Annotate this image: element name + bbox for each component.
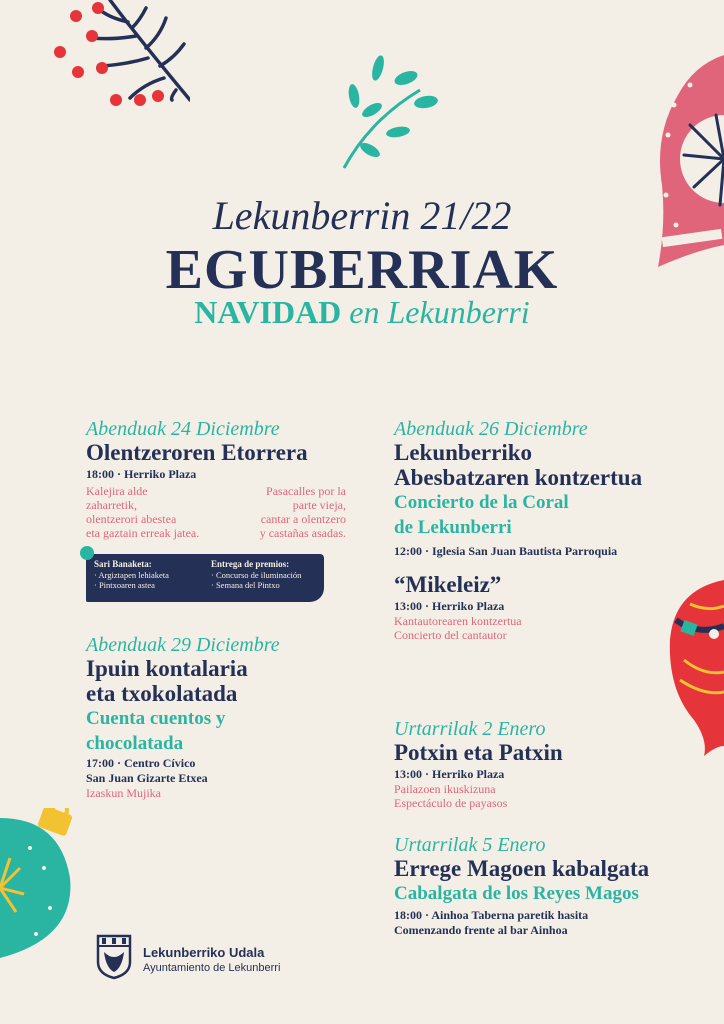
prize-item: · Semana del Pintxo [211,580,280,590]
desc-line: cantar a olentzero [260,512,346,526]
desc-line: parte vieja, [292,498,346,512]
org-name: Lekunberriko Udala [143,945,265,960]
event-sub-2: de Lekunberri [394,517,512,538]
event-time: 13:00 · Herriko Plaza [394,599,505,613]
event-time: 13:00 · Herriko Plaza [394,767,505,781]
event-time-1: 18:00 · Ainhoa Taberna paretik hasita [394,908,589,922]
subtitle-navidad: NAVIDAD [194,294,342,330]
event-note-1: Pailazoen ikuskizuna [394,782,496,796]
desc-line: olentzerori abestea [86,512,177,526]
title-subtitle [0,294,724,331]
event-desc-eu [86,484,236,540]
event-ipuin-kontalaria [86,634,366,800]
event-date: Abenduak 24 Diciembre [86,418,280,440]
event-date: Abenduak 29 Diciembre [86,634,280,656]
title-main: EGUBERRIAK [165,239,559,301]
berry-branch-illustration [40,0,190,110]
org-name-es: Ayuntamiento de Lekunberri [143,962,281,974]
event-time-1: 17:00 · Centro Cívico [86,756,196,770]
event-time: 18:00 · Herriko Plaza [86,467,197,481]
teal-ornament-illustration [0,808,80,968]
event-title: Potxin eta Patxin [394,740,563,765]
event-note-2: Espectáculo de payasos [394,796,508,810]
event-potxin-patxin [394,718,674,810]
prize-item: · Concurso de iluminación [211,569,302,580]
prize-item: · Argiztapen lehiaketa [94,569,169,580]
event-time-2: San Juan Gizarte Etxea [86,771,208,785]
desc-line: Kalejira alde [86,484,148,498]
event-olentzero [86,418,346,482]
subtitle-en-lekunberri: en Lekunberri [349,294,530,330]
event-note-1: Kantautorearen kontzertua [394,614,522,628]
leaf-sprig-illustration [330,50,440,170]
event-note-2: Concierto del cantautor [394,628,507,642]
event-time-2: Comenzando frente al bar Ainhoa [394,923,568,937]
prizes-eu [94,559,199,597]
event-title-2: eta txokolatada [86,681,238,706]
event-sub: Cabalgata de los Reyes Magos [394,883,639,904]
event-note: Izaskun Mujika [86,786,161,800]
event-title-2: Abesbatzaren kontzertua [394,465,643,490]
desc-line: y castañas asadas. [259,526,346,540]
event-title: Errege Magoen kabalgata [394,856,650,881]
prize-item: · Pintxoaren astea [94,580,155,590]
teal-dot-decoration [80,546,94,560]
event-time: 12:00 · Iglesia San Juan Bautista Parroquia [394,544,618,558]
event-errege-magoen [394,834,714,938]
event-date: Urtarrilak 5 Enero [394,834,546,856]
event-sub-1: Concierto de la Coral [394,492,569,513]
event-mikeleiz [394,572,674,642]
desc-line: eta gaztain erreak jatea. [86,526,200,540]
desc-line: Pasacalles por la [266,484,346,498]
title-line1: Lekunberrin 21/22 [212,193,512,238]
event-date: Urtarrilak 2 Enero [394,718,546,740]
event-title-1: Ipuin kontalaria [86,656,248,681]
prizes-box [86,554,324,602]
desc-line: zaharretik, [86,498,137,512]
event-title-1: Lekunberriko [394,440,533,465]
town-crest-icon [96,934,132,980]
event-date: Abenduak 26 Diciembre [394,418,588,440]
event-desc-es [236,484,346,540]
event-sub-1: Cuenta cuentos y [86,708,226,729]
event-title: Olentzeroren Etorrera [86,440,308,465]
prizes-eu-title: Sari Banaketa: [94,559,152,569]
event-sub-2: chocolatada [86,733,184,754]
prizes-es-title: Entrega de premios: [211,559,290,569]
event-title: “Mikeleiz” [394,572,502,597]
prizes-es [211,559,316,597]
event-abesbatza [394,418,714,559]
footer-org [143,945,280,975]
